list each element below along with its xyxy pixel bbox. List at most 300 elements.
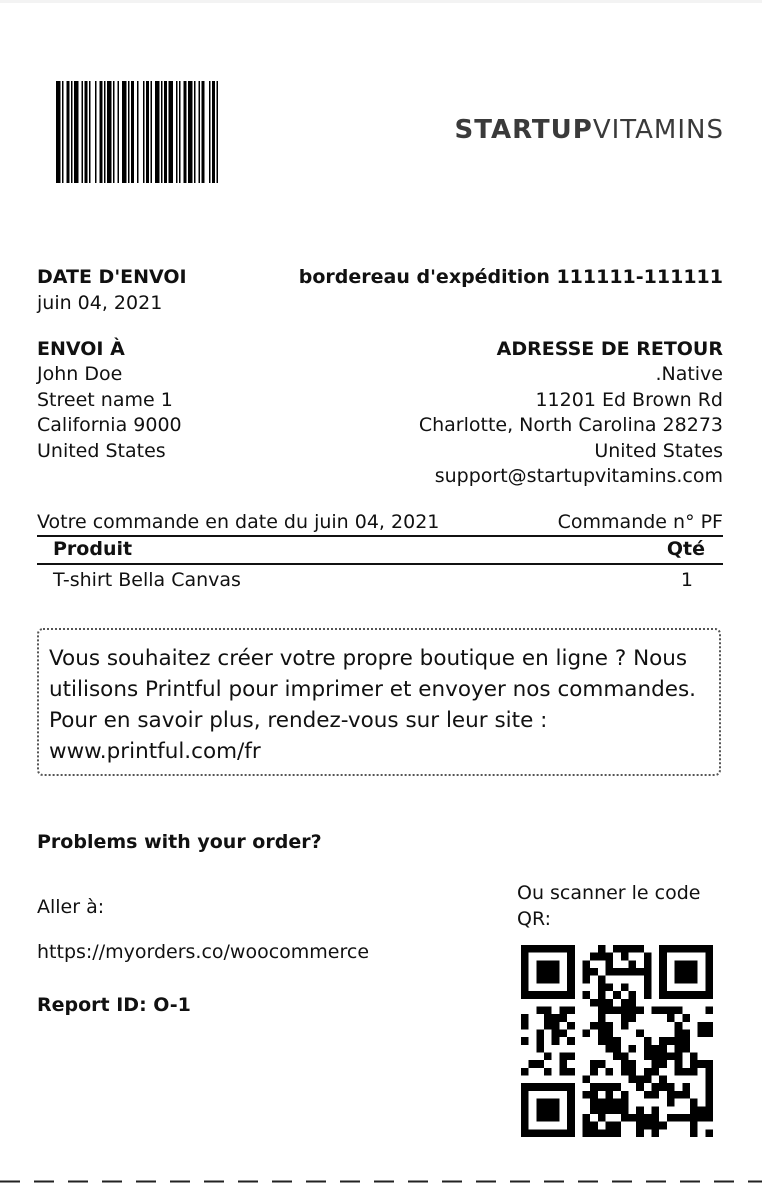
qr-module — [605, 1083, 613, 1091]
qr-module — [659, 1045, 667, 1053]
qr-module — [521, 1037, 529, 1045]
qr-module — [667, 1083, 675, 1091]
qr-module — [621, 1106, 629, 1114]
qr-module — [629, 960, 637, 968]
support-url[interactable]: https://myorders.co/woocommerce — [37, 941, 370, 963]
qr-module — [652, 1122, 660, 1130]
qr-module — [598, 999, 606, 1007]
barcode-bar — [188, 81, 193, 183]
qr-module — [698, 1114, 706, 1122]
qr-module — [598, 945, 606, 953]
qr-module — [690, 1114, 698, 1122]
qr-module — [536, 1029, 544, 1037]
qr-module — [613, 1099, 621, 1107]
qr-module — [567, 1053, 575, 1061]
qr-module — [675, 1045, 683, 1053]
printful-notice-box — [37, 628, 721, 776]
qr-module — [559, 1129, 567, 1137]
qr-module — [536, 1083, 544, 1091]
qr-module — [636, 1129, 644, 1137]
qr-module — [582, 1029, 590, 1037]
qr-module — [590, 999, 598, 1007]
qr-module — [629, 999, 637, 1007]
qr-module — [559, 1053, 567, 1061]
qr-module — [667, 1099, 675, 1107]
ship-date-value: juin 04, 2021 — [37, 292, 163, 314]
qr-module — [567, 1129, 575, 1137]
qr-module — [659, 1083, 667, 1091]
qr-module — [698, 1060, 706, 1068]
qr-module — [590, 1122, 598, 1130]
qr-module — [690, 976, 698, 984]
barcode-bar — [161, 81, 163, 183]
qr-module — [529, 945, 537, 953]
qr-module — [544, 1014, 552, 1022]
qr-module — [690, 991, 698, 999]
qr-module — [536, 1045, 544, 1053]
qr-module — [690, 1053, 698, 1061]
qr-module — [675, 1037, 683, 1045]
qr-module — [536, 1006, 544, 1014]
barcode-bar — [128, 81, 130, 183]
return-address-label: ADRESSE DE RETOUR — [496, 338, 723, 360]
qr-module — [559, 1060, 567, 1068]
qr-module — [682, 968, 690, 976]
qr-module — [629, 1068, 637, 1076]
qr-module — [659, 960, 667, 968]
qr-module — [621, 968, 629, 976]
barcode-bar — [199, 81, 201, 183]
qr-module — [682, 991, 690, 999]
qr-module — [675, 1029, 683, 1037]
table-header-rule — [37, 563, 723, 565]
qr-module — [552, 1083, 560, 1091]
qr-module — [559, 1068, 567, 1076]
qr-module — [559, 1014, 567, 1022]
qr-module — [590, 1099, 598, 1107]
qr-module — [544, 1022, 552, 1030]
qr-module — [652, 1060, 660, 1068]
qr-module — [605, 1022, 613, 1030]
brand-logo — [455, 115, 725, 145]
qr-module — [521, 1083, 529, 1091]
qr-module — [521, 983, 529, 991]
qr-module — [682, 1068, 690, 1076]
qr-module — [644, 983, 652, 991]
qr-module — [590, 1129, 598, 1137]
qr-module — [598, 1022, 606, 1030]
qr-module — [690, 960, 698, 968]
qr-module — [582, 1076, 590, 1084]
qr-module — [613, 1037, 621, 1045]
qr-module — [567, 983, 575, 991]
qr-module — [598, 1014, 606, 1022]
qr-module — [621, 945, 629, 953]
barcode-bar — [176, 81, 178, 183]
qr-module — [621, 1114, 629, 1122]
ship-to-line: Street name 1 — [37, 388, 173, 411]
qr-module — [544, 1068, 552, 1076]
barcode-bar — [95, 81, 97, 183]
ship-date-label: DATE D'ENVOI — [37, 266, 187, 288]
qr-module — [544, 1106, 552, 1114]
qr-module — [705, 1076, 713, 1084]
qr-module — [521, 1106, 529, 1114]
qr-module — [682, 1014, 690, 1022]
qr-module — [567, 991, 575, 999]
qr-module — [629, 968, 637, 976]
qr-module — [598, 1099, 606, 1107]
go-to-label: Aller à: — [37, 896, 105, 918]
qr-module — [629, 1076, 637, 1084]
qr-module — [598, 976, 606, 984]
qr-module — [705, 1099, 713, 1107]
qr-module — [521, 1122, 529, 1130]
barcode-bar — [209, 81, 211, 183]
qr-module — [544, 1006, 552, 1014]
qr-module — [613, 1045, 621, 1053]
barcode-bar — [131, 81, 134, 183]
qr-module — [605, 1037, 613, 1045]
qr-module — [659, 1122, 667, 1130]
qr-module — [590, 953, 598, 961]
qr-module — [552, 1106, 560, 1114]
qr-module — [659, 968, 667, 976]
barcode-bar — [194, 81, 196, 183]
qr-module — [605, 1099, 613, 1107]
qr-module — [705, 1006, 713, 1014]
cut-line — [0, 1180, 762, 1183]
qr-module — [621, 1006, 629, 1014]
qr-module — [682, 1045, 690, 1053]
barcode-image — [56, 81, 290, 183]
qr-module — [644, 953, 652, 961]
qr-module — [536, 991, 544, 999]
barcode-bar — [169, 81, 174, 183]
qr-module — [582, 1114, 590, 1122]
qr-module — [521, 953, 529, 961]
packing-slip-title: bordereau d'expédition 111111-111111 — [298, 266, 723, 288]
ship-to-line: United States — [37, 439, 166, 462]
qr-code-image[interactable] — [521, 945, 713, 1137]
column-header-qty: Qté — [666, 538, 705, 560]
qr-module — [605, 960, 613, 968]
ship-to-line: John Doe — [37, 363, 123, 385]
qr-module — [629, 1114, 637, 1122]
qr-module — [536, 1099, 544, 1107]
logo-bold-part: STARTUP — [454, 115, 593, 145]
qr-module — [552, 976, 560, 984]
qr-module — [659, 991, 667, 999]
qr-module — [598, 1129, 606, 1137]
qr-module — [544, 991, 552, 999]
qr-module — [552, 945, 560, 953]
qr-module — [567, 976, 575, 984]
qr-module — [559, 1083, 567, 1091]
qr-module — [605, 983, 613, 991]
qr-module — [521, 960, 529, 968]
qr-module — [567, 968, 575, 976]
qr-module — [705, 1083, 713, 1091]
qr-module — [636, 1083, 644, 1091]
barcode-bar — [67, 81, 70, 183]
barcode-bar — [122, 81, 127, 183]
qr-module — [521, 1022, 529, 1030]
qr-module — [629, 1060, 637, 1068]
qr-module — [682, 976, 690, 984]
qr-module — [521, 1129, 529, 1137]
qr-module — [698, 1029, 706, 1037]
qr-module — [675, 1053, 683, 1061]
qr-module — [644, 976, 652, 984]
qr-module — [521, 1091, 529, 1099]
qr-module — [705, 991, 713, 999]
qr-label-cont: QR: — [517, 908, 551, 930]
qr-module — [629, 991, 637, 999]
qr-module — [536, 976, 544, 984]
qr-module — [598, 1037, 606, 1045]
qr-module — [675, 1114, 683, 1122]
qr-module — [636, 968, 644, 976]
qr-module — [582, 976, 590, 984]
qr-module — [682, 1037, 690, 1045]
barcode-bar — [74, 81, 79, 183]
report-id: Report ID: O-1 — [37, 994, 191, 1016]
qr-module — [536, 1129, 544, 1137]
qr-module — [552, 1129, 560, 1137]
qr-module — [667, 1091, 675, 1099]
qr-module — [521, 945, 529, 953]
qr-module — [598, 991, 606, 999]
qr-module — [567, 953, 575, 961]
qr-module — [675, 976, 683, 984]
logo-light-part: VITAMINS — [592, 115, 724, 145]
qr-module — [536, 1106, 544, 1114]
qr-module — [567, 1091, 575, 1099]
qr-module — [690, 1060, 698, 1068]
qr-module — [544, 945, 552, 953]
barcode-bar — [104, 81, 106, 183]
qr-module — [567, 1106, 575, 1114]
qr-module — [621, 983, 629, 991]
qr-module — [659, 945, 667, 953]
qr-module — [590, 1060, 598, 1068]
qr-module — [644, 991, 652, 999]
notice-text: Vous souhaitez créer votre propre boutique en ligne ? Nous utilisons Printful pour imprimer et envoyer nos commandes. Pour en savoir plus, rendez-vous sur leur site : www.printful.com/fr — [49, 646, 697, 764]
qr-module — [667, 945, 675, 953]
barcode-bar — [151, 81, 153, 183]
qr-module — [567, 1099, 575, 1107]
qr-module — [598, 1106, 606, 1114]
qr-module — [682, 1114, 690, 1122]
barcode-bar — [89, 81, 91, 183]
qr-module — [621, 999, 629, 1007]
qr-module — [598, 1006, 606, 1014]
qr-module — [605, 1068, 613, 1076]
return-address — [419, 362, 723, 490]
barcode-bar — [82, 81, 84, 183]
barcode-bar — [107, 81, 112, 183]
qr-module — [644, 1076, 652, 1084]
qr-module — [682, 1091, 690, 1099]
qr-module — [536, 968, 544, 976]
qr-module — [582, 991, 590, 999]
qr-module — [559, 1029, 567, 1037]
qr-module — [675, 945, 683, 953]
qr-module — [598, 953, 606, 961]
qr-module — [621, 1091, 629, 1099]
qr-module — [644, 1122, 652, 1130]
qr-module — [552, 1022, 560, 1030]
qr-module — [613, 1122, 621, 1130]
qr-module — [644, 1068, 652, 1076]
qr-module — [559, 1006, 567, 1014]
barcode-bar — [179, 81, 181, 183]
qr-module — [567, 1006, 575, 1014]
return-line: 11201 Ed Brown Rd — [535, 388, 723, 411]
order-date-text: Votre commande en date du juin 04, 2021 — [37, 511, 440, 533]
barcode-bar — [184, 81, 187, 183]
qr-module — [667, 1014, 675, 1022]
qr-module — [544, 960, 552, 968]
return-line: Charlotte, North Carolina 28273 — [418, 414, 723, 436]
qr-module — [567, 1022, 575, 1030]
qr-module — [682, 1029, 690, 1037]
qr-module — [636, 1106, 644, 1114]
qr-module — [652, 1083, 660, 1091]
ship-to-label: ENVOI À — [37, 338, 125, 360]
qr-module — [567, 960, 575, 968]
qr-module — [659, 1060, 667, 1068]
qr-module — [605, 1045, 613, 1053]
qr-module — [675, 968, 683, 976]
qr-module — [675, 1060, 683, 1068]
qr-label: Ou scanner le code — [517, 882, 701, 904]
ship-to-address — [37, 362, 182, 464]
barcode-bar — [164, 81, 167, 183]
qr-module — [705, 960, 713, 968]
qr-module — [705, 1091, 713, 1099]
qr-module — [705, 1022, 713, 1030]
qr-module — [652, 1091, 660, 1099]
qr-module — [567, 1122, 575, 1130]
qr-module — [613, 968, 621, 976]
qr-module — [690, 945, 698, 953]
barcode-bar — [62, 81, 64, 183]
return-line: .Native — [655, 363, 723, 385]
qr-module — [613, 1083, 621, 1091]
qr-module — [605, 953, 613, 961]
qr-module — [621, 1022, 629, 1030]
barcode-bar — [143, 81, 145, 183]
qr-module — [629, 1006, 637, 1014]
ship-to-line: California 9000 — [37, 414, 182, 436]
qr-module — [544, 1083, 552, 1091]
qr-module — [705, 945, 713, 953]
qr-module — [690, 1068, 698, 1076]
qr-module — [621, 1014, 629, 1022]
qr-module — [667, 991, 675, 999]
qr-module — [567, 1068, 575, 1076]
qr-module — [552, 1029, 560, 1037]
qr-module — [705, 983, 713, 991]
qr-module — [598, 1060, 606, 1068]
qr-module — [682, 945, 690, 953]
qr-module — [544, 1053, 552, 1061]
qr-module — [652, 1006, 660, 1014]
qr-module — [705, 1114, 713, 1122]
qr-module — [705, 1029, 713, 1037]
qr-module — [590, 1068, 598, 1076]
qr-module — [698, 991, 706, 999]
qr-module — [705, 1106, 713, 1114]
qr-module — [636, 945, 644, 953]
barcode-bar — [146, 81, 149, 183]
qr-module — [590, 1083, 598, 1091]
qr-module — [521, 968, 529, 976]
qr-module — [698, 1022, 706, 1030]
barcode-bar — [71, 81, 73, 183]
qr-module — [644, 968, 652, 976]
qr-module — [605, 1129, 613, 1137]
barcode-bar — [100, 81, 103, 183]
barcode-bar — [137, 81, 139, 183]
qr-module — [567, 1037, 575, 1045]
qr-module — [544, 1114, 552, 1122]
qr-module — [613, 1053, 621, 1061]
qr-module — [659, 983, 667, 991]
qr-module — [613, 991, 621, 999]
qr-module — [659, 1006, 667, 1014]
qr-module — [629, 945, 637, 953]
qr-module — [675, 1091, 683, 1099]
qr-module — [667, 1006, 675, 1014]
qr-module — [582, 1122, 590, 1130]
qr-module — [675, 1006, 683, 1014]
qr-module — [652, 1068, 660, 1076]
qr-module — [644, 1114, 652, 1122]
qr-module — [529, 1129, 537, 1137]
qr-module — [536, 945, 544, 953]
qr-module — [552, 960, 560, 968]
qr-module — [698, 1106, 706, 1114]
qr-module — [590, 1022, 598, 1030]
qr-module — [644, 1045, 652, 1053]
qr-module — [521, 976, 529, 984]
qr-module — [582, 1129, 590, 1137]
qr-module — [529, 1083, 537, 1091]
qr-module — [644, 1091, 652, 1099]
qr-module — [521, 1114, 529, 1122]
qr-module — [690, 1129, 698, 1137]
qr-module — [621, 953, 629, 961]
qr-module — [590, 1091, 598, 1099]
return-email: support@startupvitamins.com — [434, 465, 723, 487]
qr-module — [652, 1114, 660, 1122]
qr-module — [536, 1037, 544, 1045]
qr-module — [659, 1076, 667, 1084]
barcode-bar — [118, 81, 120, 183]
qr-module — [652, 1129, 660, 1137]
qr-module — [552, 968, 560, 976]
qr-module — [629, 1045, 637, 1053]
qr-module — [567, 1114, 575, 1122]
qr-module — [659, 1053, 667, 1061]
qr-module — [675, 960, 683, 968]
qr-module — [567, 945, 575, 953]
qr-module — [598, 1114, 606, 1122]
qr-module — [705, 953, 713, 961]
